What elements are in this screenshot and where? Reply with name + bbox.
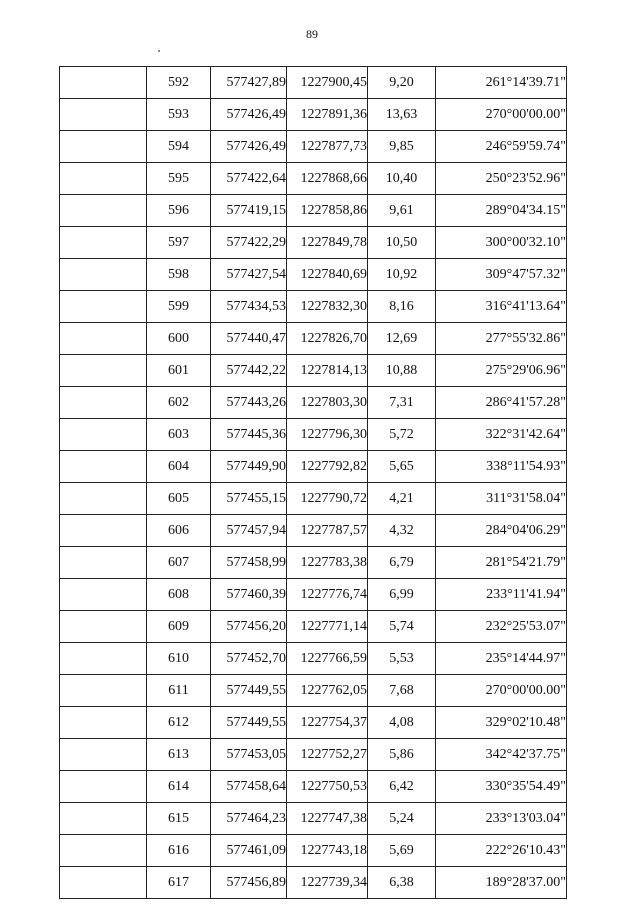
blank-cell xyxy=(60,419,147,451)
table-row xyxy=(60,579,567,611)
y-coordinate-cell: 1227792,82 xyxy=(287,451,368,483)
segment-length-cell: 13,63 xyxy=(368,99,436,131)
y-coordinate-cell: 1227790,72 xyxy=(287,483,368,515)
point-number-cell: 596 xyxy=(147,195,211,227)
point-number-cell: 610 xyxy=(147,643,211,675)
x-coordinate-cell: 577443,26 xyxy=(211,387,287,419)
y-coordinate-cell: 1227796,30 xyxy=(287,419,368,451)
point-number-cell: 613 xyxy=(147,739,211,771)
blank-cell xyxy=(60,131,147,163)
scan-artifact-dot xyxy=(158,50,160,52)
segment-length-cell: 4,08 xyxy=(368,707,436,739)
coordinates-table-body xyxy=(60,67,567,899)
segment-length-cell: 5,74 xyxy=(368,611,436,643)
segment-length-cell: 10,40 xyxy=(368,163,436,195)
blank-cell xyxy=(60,451,147,483)
blank-cell xyxy=(60,323,147,355)
y-coordinate-cell: 1227750,53 xyxy=(287,771,368,803)
bearing-angle-cell: 235°14'44.97" xyxy=(436,643,567,675)
point-number-cell: 612 xyxy=(147,707,211,739)
bearing-angle-cell: 277°55'32.86" xyxy=(436,323,567,355)
x-coordinate-cell: 577426,49 xyxy=(211,131,287,163)
point-number-cell: 599 xyxy=(147,291,211,323)
table-row xyxy=(60,547,567,579)
y-coordinate-cell: 1227803,30 xyxy=(287,387,368,419)
x-coordinate-cell: 577461,09 xyxy=(211,835,287,867)
table-row xyxy=(60,515,567,547)
segment-length-cell: 10,88 xyxy=(368,355,436,387)
bearing-angle-cell: 322°31'42.64" xyxy=(436,419,567,451)
table-row xyxy=(60,611,567,643)
table-row xyxy=(60,867,567,899)
bearing-angle-cell: 275°29'06.96" xyxy=(436,355,567,387)
segment-length-cell: 6,42 xyxy=(368,771,436,803)
y-coordinate-cell: 1227747,38 xyxy=(287,803,368,835)
table-row xyxy=(60,355,567,387)
y-coordinate-cell: 1227754,37 xyxy=(287,707,368,739)
table-row xyxy=(60,259,567,291)
point-number-cell: 605 xyxy=(147,483,211,515)
table-row xyxy=(60,643,567,675)
segment-length-cell: 10,92 xyxy=(368,259,436,291)
bearing-angle-cell: 284°04'06.29" xyxy=(436,515,567,547)
segment-length-cell: 6,79 xyxy=(368,547,436,579)
segment-length-cell: 5,72 xyxy=(368,419,436,451)
table-row xyxy=(60,675,567,707)
point-number-cell: 616 xyxy=(147,835,211,867)
x-coordinate-cell: 577457,94 xyxy=(211,515,287,547)
x-coordinate-cell: 577427,89 xyxy=(211,67,287,99)
bearing-angle-cell: 329°02'10.48" xyxy=(436,707,567,739)
blank-cell xyxy=(60,227,147,259)
x-coordinate-cell: 577464,23 xyxy=(211,803,287,835)
bearing-angle-cell: 316°41'13.64" xyxy=(436,291,567,323)
table-row xyxy=(60,163,567,195)
point-number-cell: 600 xyxy=(147,323,211,355)
table-row xyxy=(60,291,567,323)
point-number-cell: 617 xyxy=(147,867,211,899)
x-coordinate-cell: 577440,47 xyxy=(211,323,287,355)
bearing-angle-cell: 261°14'39.71" xyxy=(436,67,567,99)
segment-length-cell: 7,31 xyxy=(368,387,436,419)
segment-length-cell: 5,53 xyxy=(368,643,436,675)
blank-cell xyxy=(60,739,147,771)
blank-cell xyxy=(60,515,147,547)
bearing-angle-cell: 232°25'53.07" xyxy=(436,611,567,643)
point-number-cell: 609 xyxy=(147,611,211,643)
x-coordinate-cell: 577422,29 xyxy=(211,227,287,259)
bearing-angle-cell: 189°28'37.00" xyxy=(436,867,567,899)
table-row xyxy=(60,419,567,451)
bearing-angle-cell: 311°31'58.04" xyxy=(436,483,567,515)
blank-cell xyxy=(60,643,147,675)
bearing-angle-cell: 270°00'00.00" xyxy=(436,675,567,707)
blank-cell xyxy=(60,67,147,99)
blank-cell xyxy=(60,707,147,739)
y-coordinate-cell: 1227840,69 xyxy=(287,259,368,291)
table-row xyxy=(60,483,567,515)
bearing-angle-cell: 250°23'52.96" xyxy=(436,163,567,195)
blank-cell xyxy=(60,355,147,387)
x-coordinate-cell: 577445,36 xyxy=(211,419,287,451)
point-number-cell: 595 xyxy=(147,163,211,195)
point-number-cell: 602 xyxy=(147,387,211,419)
table-row xyxy=(60,803,567,835)
blank-cell xyxy=(60,611,147,643)
segment-length-cell: 12,69 xyxy=(368,323,436,355)
segment-length-cell: 9,20 xyxy=(368,67,436,99)
segment-length-cell: 4,21 xyxy=(368,483,436,515)
x-coordinate-cell: 577434,53 xyxy=(211,291,287,323)
point-number-cell: 603 xyxy=(147,419,211,451)
blank-cell xyxy=(60,771,147,803)
bearing-angle-cell: 330°35'54.49" xyxy=(436,771,567,803)
bearing-angle-cell: 233°11'41.94" xyxy=(436,579,567,611)
x-coordinate-cell: 577455,15 xyxy=(211,483,287,515)
x-coordinate-cell: 577458,64 xyxy=(211,771,287,803)
segment-length-cell: 5,86 xyxy=(368,739,436,771)
blank-cell xyxy=(60,867,147,899)
bearing-angle-cell: 233°13'03.04" xyxy=(436,803,567,835)
x-coordinate-cell: 577422,64 xyxy=(211,163,287,195)
blank-cell xyxy=(60,579,147,611)
segment-length-cell: 6,38 xyxy=(368,867,436,899)
bearing-angle-cell: 222°26'10.43" xyxy=(436,835,567,867)
bearing-angle-cell: 338°11'54.93" xyxy=(436,451,567,483)
y-coordinate-cell: 1227752,27 xyxy=(287,739,368,771)
table-row xyxy=(60,707,567,739)
y-coordinate-cell: 1227814,13 xyxy=(287,355,368,387)
x-coordinate-cell: 577458,99 xyxy=(211,547,287,579)
blank-cell xyxy=(60,835,147,867)
x-coordinate-cell: 577442,22 xyxy=(211,355,287,387)
y-coordinate-cell: 1227877,73 xyxy=(287,131,368,163)
point-number-cell: 604 xyxy=(147,451,211,483)
point-number-cell: 611 xyxy=(147,675,211,707)
blank-cell xyxy=(60,547,147,579)
segment-length-cell: 4,32 xyxy=(368,515,436,547)
table-row xyxy=(60,227,567,259)
table-row xyxy=(60,323,567,355)
page-number: 89 xyxy=(306,27,318,41)
point-number-cell: 608 xyxy=(147,579,211,611)
x-coordinate-cell: 577456,89 xyxy=(211,867,287,899)
y-coordinate-cell: 1227776,74 xyxy=(287,579,368,611)
point-number-cell: 606 xyxy=(147,515,211,547)
segment-length-cell: 6,99 xyxy=(368,579,436,611)
bearing-angle-cell: 246°59'59.74" xyxy=(436,131,567,163)
point-number-cell: 614 xyxy=(147,771,211,803)
blank-cell xyxy=(60,483,147,515)
y-coordinate-cell: 1227900,45 xyxy=(287,67,368,99)
blank-cell xyxy=(60,195,147,227)
y-coordinate-cell: 1227766,59 xyxy=(287,643,368,675)
y-coordinate-cell: 1227743,18 xyxy=(287,835,368,867)
bearing-angle-cell: 289°04'34.15" xyxy=(436,195,567,227)
y-coordinate-cell: 1227739,34 xyxy=(287,867,368,899)
table-row xyxy=(60,771,567,803)
y-coordinate-cell: 1227858,86 xyxy=(287,195,368,227)
x-coordinate-cell: 577453,05 xyxy=(211,739,287,771)
point-number-cell: 598 xyxy=(147,259,211,291)
blank-cell xyxy=(60,675,147,707)
coordinates-table xyxy=(59,66,567,899)
point-number-cell: 601 xyxy=(147,355,211,387)
bearing-angle-cell: 342°42'37.75" xyxy=(436,739,567,771)
y-coordinate-cell: 1227771,14 xyxy=(287,611,368,643)
point-number-cell: 615 xyxy=(147,803,211,835)
table-row xyxy=(60,835,567,867)
y-coordinate-cell: 1227849,78 xyxy=(287,227,368,259)
segment-length-cell: 5,69 xyxy=(368,835,436,867)
x-coordinate-cell: 577449,55 xyxy=(211,707,287,739)
x-coordinate-cell: 577419,15 xyxy=(211,195,287,227)
blank-cell xyxy=(60,291,147,323)
bearing-angle-cell: 281°54'21.79" xyxy=(436,547,567,579)
bearing-angle-cell: 270°00'00.00" xyxy=(436,99,567,131)
table-row xyxy=(60,195,567,227)
x-coordinate-cell: 577449,90 xyxy=(211,451,287,483)
bearing-angle-cell: 309°47'57.32" xyxy=(436,259,567,291)
x-coordinate-cell: 577427,54 xyxy=(211,259,287,291)
segment-length-cell: 7,68 xyxy=(368,675,436,707)
segment-length-cell: 10,50 xyxy=(368,227,436,259)
y-coordinate-cell: 1227832,30 xyxy=(287,291,368,323)
x-coordinate-cell: 577452,70 xyxy=(211,643,287,675)
y-coordinate-cell: 1227891,36 xyxy=(287,99,368,131)
point-number-cell: 593 xyxy=(147,99,211,131)
y-coordinate-cell: 1227787,57 xyxy=(287,515,368,547)
x-coordinate-cell: 577456,20 xyxy=(211,611,287,643)
table-row xyxy=(60,739,567,771)
point-number-cell: 592 xyxy=(147,67,211,99)
blank-cell xyxy=(60,99,147,131)
blank-cell xyxy=(60,803,147,835)
y-coordinate-cell: 1227783,38 xyxy=(287,547,368,579)
bearing-angle-cell: 300°00'32.10" xyxy=(436,227,567,259)
segment-length-cell: 8,16 xyxy=(368,291,436,323)
x-coordinate-cell: 577460,39 xyxy=(211,579,287,611)
y-coordinate-cell: 1227826,70 xyxy=(287,323,368,355)
table-row xyxy=(60,67,567,99)
segment-length-cell: 9,61 xyxy=(368,195,436,227)
x-coordinate-cell: 577426,49 xyxy=(211,99,287,131)
point-number-cell: 607 xyxy=(147,547,211,579)
table-row xyxy=(60,99,567,131)
segment-length-cell: 9,85 xyxy=(368,131,436,163)
blank-cell xyxy=(60,387,147,419)
x-coordinate-cell: 577449,55 xyxy=(211,675,287,707)
table-row xyxy=(60,131,567,163)
y-coordinate-cell: 1227868,66 xyxy=(287,163,368,195)
table-row xyxy=(60,451,567,483)
bearing-angle-cell: 286°41'57.28" xyxy=(436,387,567,419)
table-row xyxy=(60,387,567,419)
segment-length-cell: 5,65 xyxy=(368,451,436,483)
point-number-cell: 594 xyxy=(147,131,211,163)
segment-length-cell: 5,24 xyxy=(368,803,436,835)
point-number-cell: 597 xyxy=(147,227,211,259)
y-coordinate-cell: 1227762,05 xyxy=(287,675,368,707)
blank-cell xyxy=(60,259,147,291)
blank-cell xyxy=(60,163,147,195)
